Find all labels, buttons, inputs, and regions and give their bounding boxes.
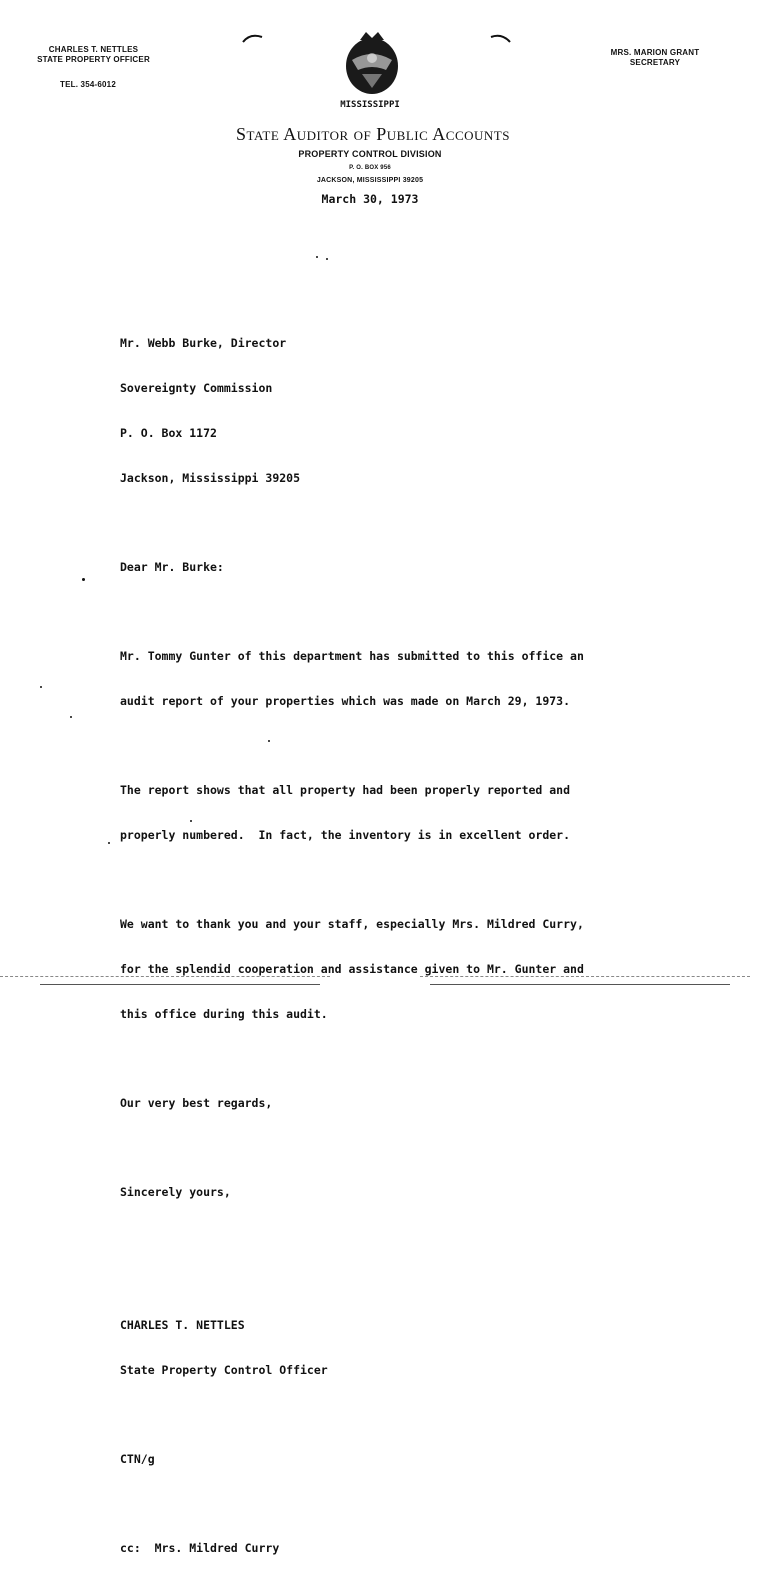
letter-body	[120, 306, 680, 1571]
paragraph-line: this office during this audit.	[120, 1007, 328, 1021]
typist-initials: CTN/g	[120, 1452, 155, 1466]
sender-title: STATE PROPERTY OFFICER	[37, 55, 150, 64]
scan-speck	[190, 820, 192, 822]
recipient-line: P. O. Box 1172	[120, 426, 217, 440]
recipient-line: Sovereignty Commission	[120, 381, 273, 395]
regards-line: Our very best regards,	[120, 1096, 273, 1110]
decorative-arc-left	[242, 33, 264, 43]
recipient-line: Jackson, Mississippi 39205	[120, 471, 301, 485]
paragraph-line: properly numbered. In fact, the inventory is in excellent order.	[120, 828, 571, 842]
signature-title: State Property Control Officer	[120, 1363, 328, 1377]
scan-speck	[268, 740, 270, 742]
secretary-block	[590, 48, 720, 68]
closing-line: Sincerely yours,	[120, 1185, 231, 1199]
scan-speck	[82, 578, 85, 581]
paragraph-line: audit report of your properties which was made on March 29, 1973.	[120, 694, 571, 708]
sender-phone: TEL. 354-6012	[60, 80, 116, 89]
scan-speck	[326, 258, 328, 260]
agency-title: State Auditor of Public Accounts	[236, 124, 510, 144]
paragraph-line: Mr. Tommy Gunter of this department has submitted to this office an	[120, 649, 584, 663]
scan-edge-line	[0, 976, 330, 977]
recipient-line: Mr. Webb Burke, Director	[120, 336, 287, 350]
decorative-arc-right	[490, 33, 512, 43]
state-name: MISSISSIPPI	[340, 100, 400, 110]
secretary-name: MRS. MARION GRANT	[610, 48, 700, 57]
signature-name: CHARLES T. NETTLES	[120, 1318, 245, 1332]
division-name: PROPERTY CONTROL DIVISION	[298, 149, 442, 159]
scan-speck	[70, 716, 72, 718]
paragraph-line: for the splendid cooperation and assistance given to Mr. Gunter and	[120, 962, 584, 976]
scan-edge-line	[430, 984, 730, 985]
agency-city: JACKSON, MISSISSIPPI 39205	[316, 177, 424, 184]
secretary-title: SECRETARY	[629, 58, 681, 67]
paragraph-line: The report shows that all property had been properly reported and	[120, 783, 571, 797]
sender-block	[6, 45, 181, 65]
cc-line: cc: Mrs. Mildred Curry	[120, 1541, 280, 1555]
scan-speck	[108, 842, 110, 844]
scan-speck	[316, 256, 318, 258]
scan-edge-line	[40, 984, 320, 985]
agency-po-box: P. O. BOX 956	[349, 165, 391, 171]
scan-edge-line	[420, 976, 750, 977]
state-seal-icon	[340, 30, 404, 98]
salutation: Dear Mr. Burke:	[120, 560, 224, 574]
paragraph-line: We want to thank you and your staff, especially Mrs. Mildred Curry,	[120, 917, 584, 931]
scan-speck	[40, 686, 42, 688]
letter-date: March 30, 1973	[321, 192, 419, 206]
sender-name: CHARLES T. NETTLES	[48, 45, 139, 54]
